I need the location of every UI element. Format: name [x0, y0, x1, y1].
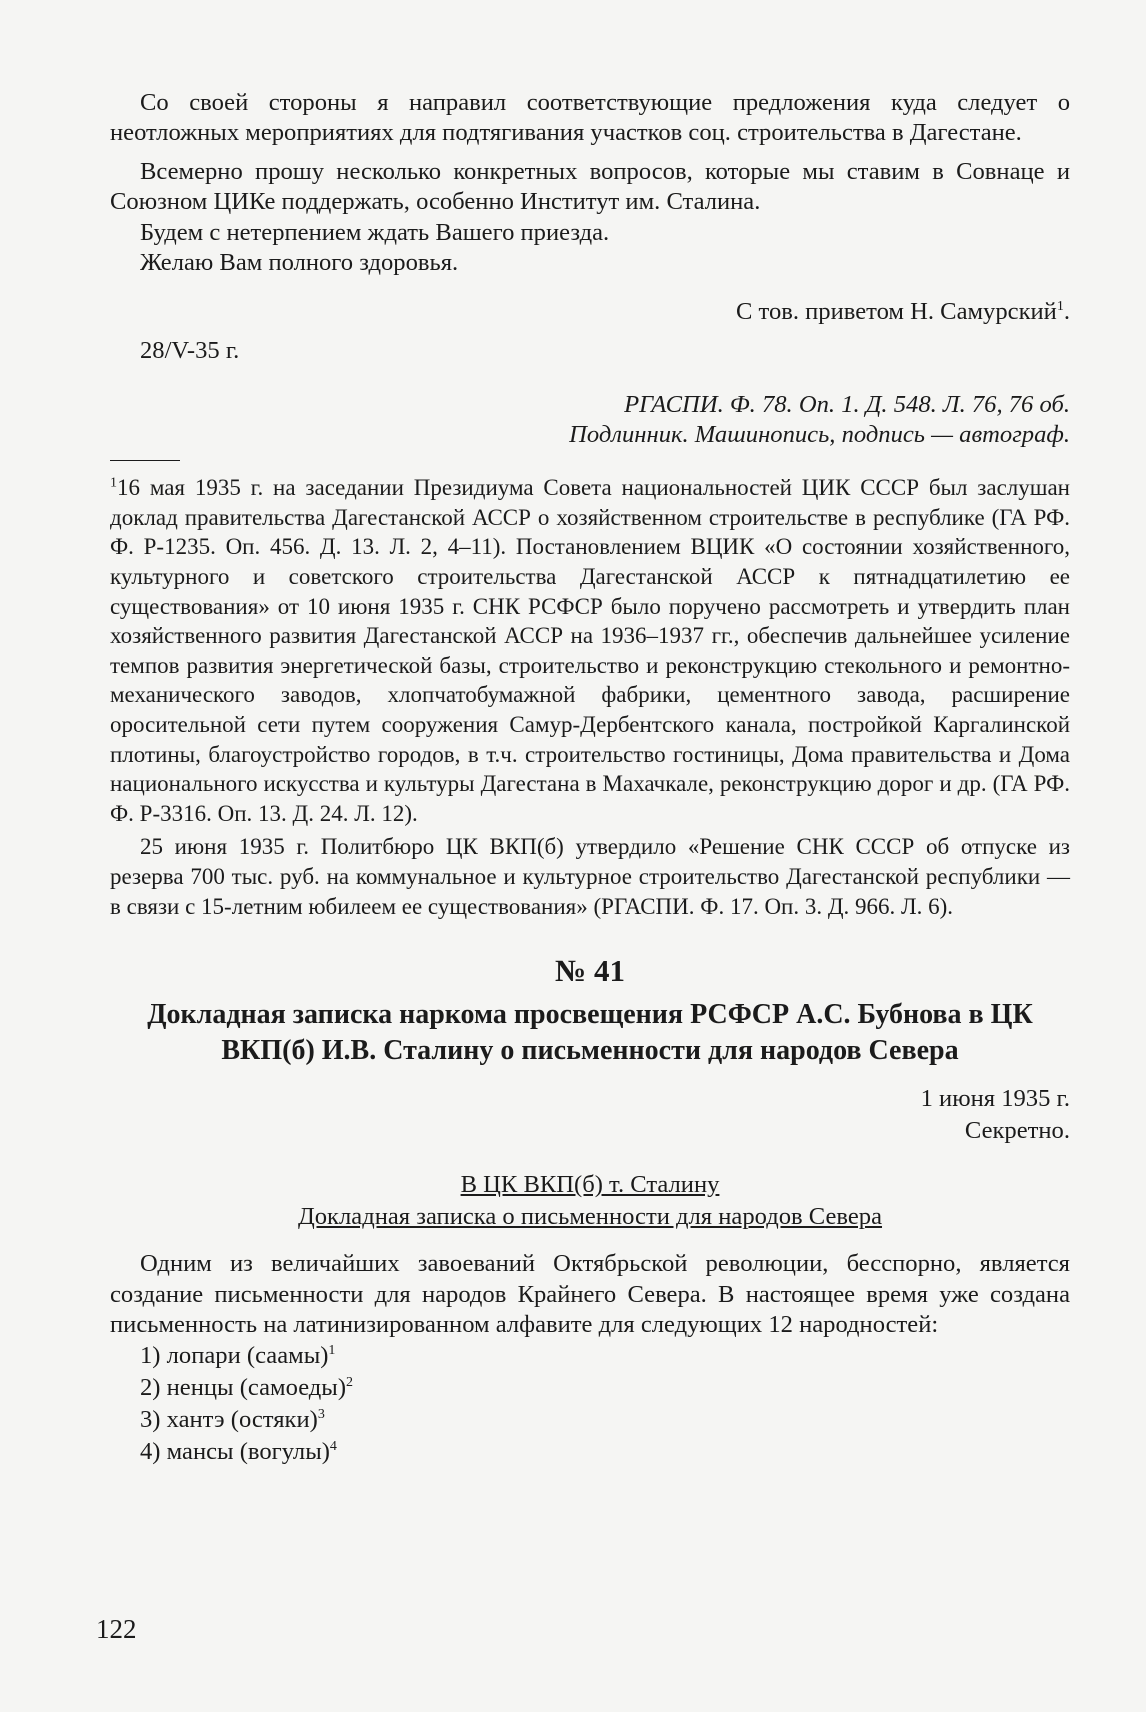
document-date: 1 июня 1935 г.	[920, 1085, 1070, 1113]
footnote	[110, 473, 1070, 828]
archive-note: Подлинник. Машинопись, подпись — автограф.	[569, 421, 1070, 449]
footnote-marker: 1	[110, 475, 117, 491]
footnote-continuation: 25 июня 1935 г. Политбюро ЦК ВКП(б) утвердило «Решение СНК СССР об отпуске из резерва 700 тыс. руб. на коммунальное и культурное строительство Дагестанской республики — в связи с 15-летним юбилеем ее существования» (РГАСПИ. Ф. 17. Оп. 3. Д. 966. Л. 6).	[110, 834, 1070, 919]
paragraph: Со своей стороны я направил соответствующие предложения куда следует о неотложных мероприятиях для подтягивания участков соц. строительства в Дагестане.	[110, 89, 1070, 147]
addressee: В ЦК ВКП(б) т. Сталину	[460, 1171, 720, 1199]
signature-text: С тов. приветом Н. Самурский	[735, 298, 1057, 326]
page-number: 122	[96, 1614, 137, 1644]
list-item-note: 2	[346, 1375, 354, 1391]
paragraph: Всемерно прошу несколько конкретных вопросов, которые мы ставим в Совнаце и Союзном ЦИКе поддержать, особенно Институт им. Сталина.	[110, 157, 1070, 216]
signature-line: С тов. приветом Н. Самурский$^1$.	[735, 298, 1070, 326]
secrecy-mark: Секретно.	[964, 1117, 1070, 1145]
document-title: Докладная записка наркома просвещения РСФСР А.С. Бубнова в ЦК ВКП(б) И.В. Сталину о письменности для народов Севера	[147, 999, 1033, 1067]
footnote-text: 16 мая 1935 г. на заседании Президиума Совета национальностей ЦИК СССР был заслушан доклад правительства Дагестанской АССР о хозяйственном строительстве в республике (ГА РФ. Ф. Р-1235. Оп. 456. Д. 13. Л. 2, 4–11). Постановлением ВЦИК «О состоянии хозяйственного, культурного и советского строительства Дагестанской АССР к пятнадцатилетию ее существования» от 10 июня 1935 г. СНК РСФСР было поручено рассмотреть и утвердить план хозяйственного развития Дагестанской АССР на 1936–1937 гг., обеспечив дальнейшее усиление темпов развития энергетической базы, строительство и реконструкцию стекольного и ремонтно-механического заводов, хлопчатобумажной фабрики, цементного завода, расширение оросительной сети путем сооружения Самур-Дербентского канала, постройкой Каргалинской плотины, благоустройство городов, в т.ч. строительство гостиницы, Дома правительства и Дома национального искусства и культуры Дагестана в Махачкале, реконструкцию дорог и др. (ГА РФ. Ф. Р-3316. Оп. 13. Д. 24. Л. 12).	[110, 475, 1070, 826]
peoples-list	[110, 1340, 1070, 1468]
list-item	[110, 1436, 1070, 1468]
archive-reference: РГАСПИ. Ф. 78. Оп. 1. Д. 548. Л. 76, 76 об.	[624, 391, 1070, 419]
letter-date: 28/V-35 г.	[140, 336, 240, 364]
list-item-note: 4	[329, 1439, 337, 1455]
paragraph: Желаю Вам полного здоровья.	[140, 249, 459, 277]
memo-heading: Докладная записка о письменности для народов Севера	[297, 1203, 883, 1231]
archive-reference-block	[110, 390, 1070, 450]
text-column	[110, 88, 1070, 1468]
signature-footnote-mark: 1	[1056, 299, 1064, 315]
list-item-text: 2) ненцы (самоеды)	[140, 1374, 347, 1402]
list-item-text: 1) лопари (саамы)	[140, 1342, 329, 1370]
list-item-text: 3) хантэ (остяки)	[140, 1406, 318, 1434]
list-item	[110, 1372, 1070, 1404]
footnote-divider	[110, 460, 180, 461]
footnotes	[110, 473, 1070, 921]
paragraph: Будем с нетерпением ждать Вашего приезда.	[140, 218, 610, 246]
document-number: № 41	[555, 953, 625, 989]
list-item-note: 3	[317, 1407, 325, 1423]
list-item	[110, 1404, 1070, 1436]
list-item	[110, 1340, 1070, 1372]
list-item-note: 1	[328, 1343, 336, 1359]
body-paragraph: Одним из величайших завоеваний Октябрьской революции, бесспорно, является создание письменности для народов Крайнего Севера. В настоящее время уже создана письменность на латинизированном алфавите для следующих 12 народностей:	[110, 1250, 1070, 1338]
list-item-text: 4) мансы (вогулы)	[140, 1438, 330, 1466]
